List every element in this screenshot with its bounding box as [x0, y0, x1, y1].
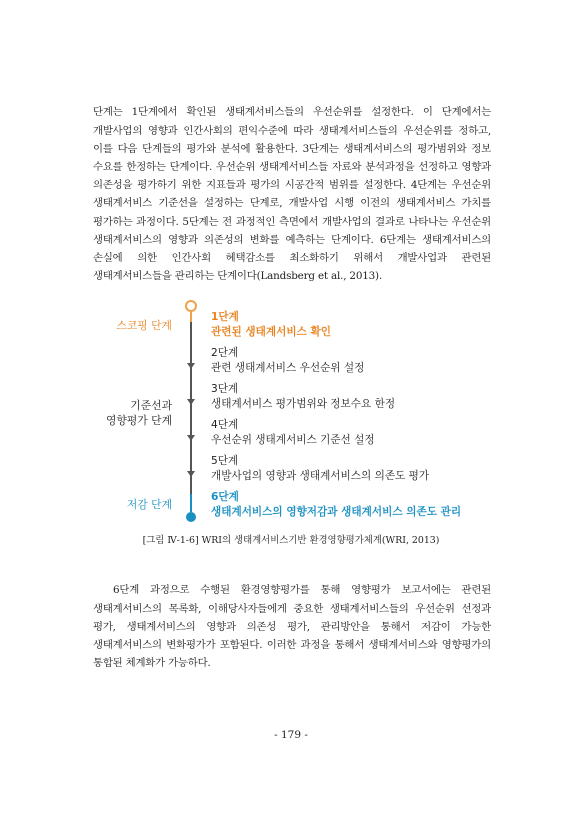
step-5-number: 5단계	[211, 455, 239, 467]
step-2-number: 2단계	[211, 347, 239, 359]
arrow-down-icon	[187, 435, 195, 441]
stage-label-baseline-line-2: 영향평가 단계	[105, 414, 172, 427]
step-2-label: 관련 생태계서비스 우선순위 설정	[211, 362, 365, 374]
step-5-label: 개발사업의 영향과 생태계서비스의 의존도 평가	[211, 470, 430, 482]
process-flow-figure	[0, 298, 582, 528]
step-1-number: 1단계	[211, 311, 239, 323]
stage-label-scoping: 스코핑 단계	[116, 319, 172, 332]
arrow-down-icon	[187, 471, 195, 477]
stage-label-baseline-line-1: 기준선과	[130, 399, 172, 412]
arrow-down-icon	[187, 399, 195, 405]
timeline-start-ring-icon	[185, 300, 197, 312]
step-4-number: 4단계	[211, 419, 239, 431]
step-6-label: 생태계서비스의 영향저감과 생태계서비스 의존도 관리	[211, 506, 462, 518]
stage-label-mitigation: 저감 단계	[126, 498, 172, 511]
step-4-label: 우선순위 생태계서비스 기준선 설정	[211, 434, 375, 446]
timeline-line-bottom	[190, 494, 192, 512]
step-3-number: 3단계	[211, 383, 239, 395]
page-number: - 179 -	[274, 729, 308, 741]
step-3-label: 생태계서비스 평가범위와 정보수요 한정	[211, 398, 396, 410]
step-1-label: 관련된 생태계서비스 확인	[211, 326, 331, 338]
body-paragraph-1: 단계는 1단계에서 확인된 생태계서비스들의 우선순위를 설정한다. 이 단계에서는 개발사업의 영향과 인간사회의 편익수준에 따라 생태계서비스들의 우선순위를 정하고, 이를 다음 단계들의 평가와 분석에 활용한다. 3단계는 생태계서비스의 평가범위와 정보 수요를 한정하는 단계이다. 우선순위 생태계서비스들 자료와 분석과정을 선정하고 영향과 의존성을 평가하기 위한 지표들과 평가의 시공간적 범위를 설정한다. 4단계는 우선순위 생태계서비스 기준선을 설정하는 단계로, 개발사업 시행 이전의 생태계서비스 가치를 평가하는 과정이다. 5단계는 전 과정적인 측면에서 개발사업의 결과로 나타나는 우선순위 생태계서비스의 영향과 의존성의 변화를 예측하는 단계이다. 6단계는 생태계서비스의 손실에 의한 인간사회 혜택감소를 최소화하기 위해서 개발사업과 관련된 생태계서비스들을 관리하는 단계이다(Landsberg et al., 2013).	[93, 106, 491, 283]
step-6-number: 6단계	[211, 491, 239, 503]
body-paragraph-2: 6단계 과정으로 수행된 환경영향평가를 통해 영향평가 보고서에는 관련된 생태계서비스의 목록화, 이해당사자들에게 중요한 생태계서비스들의 우선순위 선정과 평가, 생태계서비스의 영향과 의존성 평가, 관리방안을 통해서 저감이 가능한 생태계서비스의 변화평가가 포함된다. 이러한 과정을 통해서 생태계서비스와 영향평가의 통합된 체계화가 가능하다.	[93, 584, 491, 670]
timeline-line	[190, 322, 192, 510]
figure-caption: [그림 Ⅳ-1-6] WRI의 생태계서비스기반 환경영향평가체계(WRI, 2013)	[142, 535, 440, 546]
timeline-end-dot-icon	[186, 512, 196, 522]
arrow-down-icon	[187, 363, 195, 369]
